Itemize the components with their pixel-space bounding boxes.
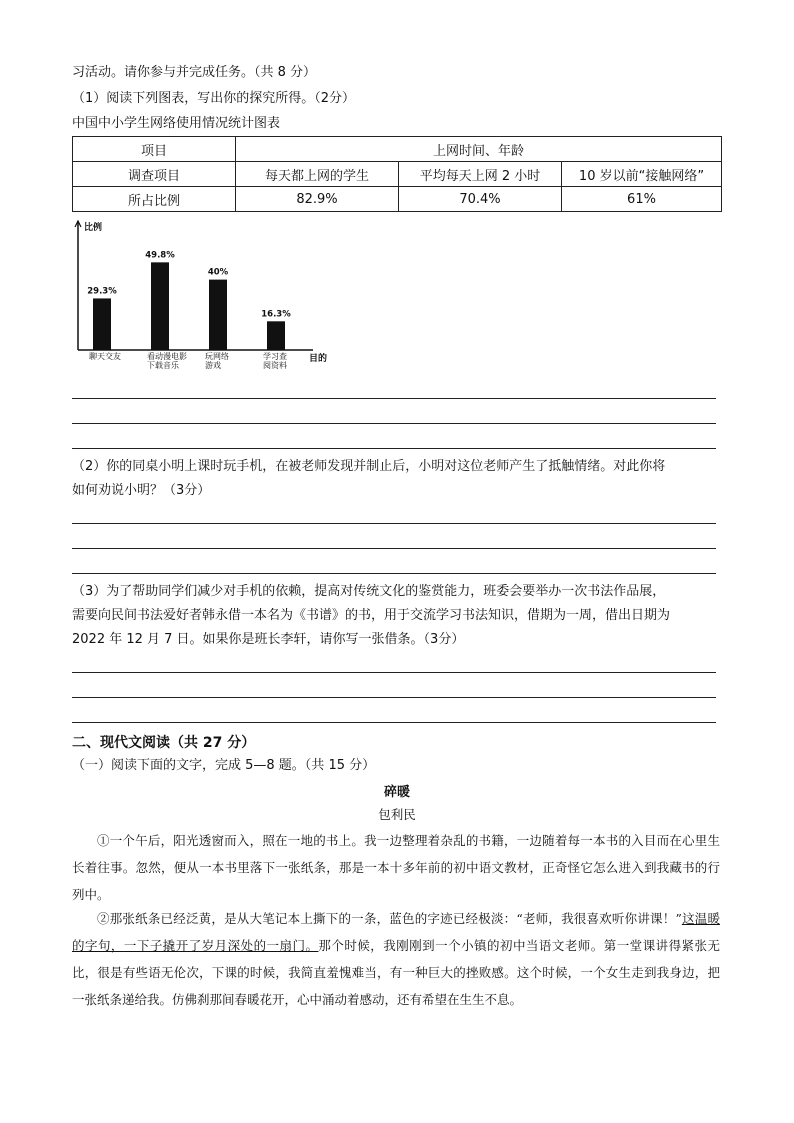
paragraph-text: ②那张纸条已经泛黄，是从大笔记本上撕下的一条，蓝色的字迹已经极淡：“老师，我很喜欢听你讲课！” [97,911,682,926]
section-heading: 二、现代文阅读（共 27 分） [72,735,256,751]
table-cell: 每天都上网的学生 [236,162,399,187]
question-1: （1）阅读下列图表，写出你的探究所得。（2分） [72,91,356,106]
table-row [73,162,722,187]
y-axis-label: 比例 [84,223,103,233]
answer-line [72,697,716,698]
essay-author: 包利民 [378,807,416,822]
data-label: 29.3% [87,286,117,297]
essay-paragraph-1: ①一个午后，阳光透窗而入，照在一地的书上。我一边整理着杂乱的书籍，一边随着每一本书的入目而在心里生长着往事。忽然，便从一本书里落下一张纸条，那是一本十多年前的初中语文教材，正奇怪它怎么进入到我藏书的行列中。 [72,833,720,902]
tick-label: 看动漫电影 [147,352,187,361]
table-cell: 调查项目 [73,162,236,187]
bar-chart [68,213,338,378]
bar [209,280,227,350]
essay-paragraph-2 [72,905,720,1013]
tick-label: 玩网络 [205,352,229,361]
bar [151,262,169,350]
question-3-line: （3）为了帮助同学们减少对手机的依赖，提高对传统文化的鉴赏能力，班委会要举办一次书法作品展， [72,584,666,599]
subsection-heading: （一）阅读下面的文字，完成 5—8 题。（共 15 分） [72,758,376,773]
answer-line [72,548,716,549]
data-label: 49.8% [145,250,175,261]
table-cell: 项目 [73,137,236,162]
table-row [73,187,722,212]
table-cell: 70.4% [399,187,562,212]
answer-line [72,423,716,424]
table-cell: 平均每天上网 2 小时 [399,162,562,187]
question-2-line: 如何劝说小明？（3分） [72,483,211,498]
answer-line [72,672,716,673]
underlined-sentence: 这温暖的字句，一下子撬开了岁月深处的一扇门。 [72,911,720,953]
bar [267,321,285,350]
table-cell: 10 岁以前“接触网络” [562,162,722,187]
table-cell: 82.9% [236,187,399,212]
answer-line [72,573,716,574]
answer-line [72,448,716,449]
table-cell: 上网时间、年龄 [236,137,722,162]
data-label: 16.3% [261,309,291,320]
question-2-line: （2）你的同桌小明上课时玩手机，在被老师发现并制止后，小明对这位老师产生了抵触情绪。对此你将 [72,459,666,474]
bar [93,298,111,350]
table-cell: 所占比例 [73,187,236,212]
data-label: 40% [207,267,229,278]
answer-line [72,398,716,399]
question-3-line: 2022 年 12 月 7 日。如果你是班长李轩，请你写一张借条。（3分） [72,632,465,647]
tick-label: 聊天交友 [89,352,121,361]
answer-line [72,523,716,524]
table-row [73,137,722,162]
table-cell: 61% [562,187,722,212]
tick-label: 阅资料 [263,361,287,370]
answer-line [72,722,716,723]
intro-line: 习活动。请你参与并完成任务。（共 8 分） [72,65,317,80]
x-axis-label: 目的 [309,354,328,364]
tick-label: 学习查 [263,352,287,361]
stats-table [72,136,722,212]
tick-label: 游戏 [205,361,221,370]
essay-title: 碎暖 [383,785,410,800]
question-3 [72,580,716,652]
question-3-line: 需要向民间书法爱好者韩永借一本名为《书谱》的书，用于交流学习书法知识，借期为一周，借出日期为 [72,608,671,623]
question-2 [72,455,716,503]
table-title: 中国中小学生网络使用情况统计图表 [72,116,281,131]
paragraph-text: 那个时候，我刚刚到一个小镇的初中当语文老师。第一堂课讲得紧张无比，很是有些语无伦次，下课的时候，我简直羞愧难当，有一种巨大的挫败感。这个时候，一个女生走到我身边，把一张纸条递给我。仿佛刹那间春暖花开，心中涌动着感动，还有希望在生生不息。 [72,938,720,1007]
tick-label: 下载音乐 [147,361,179,370]
